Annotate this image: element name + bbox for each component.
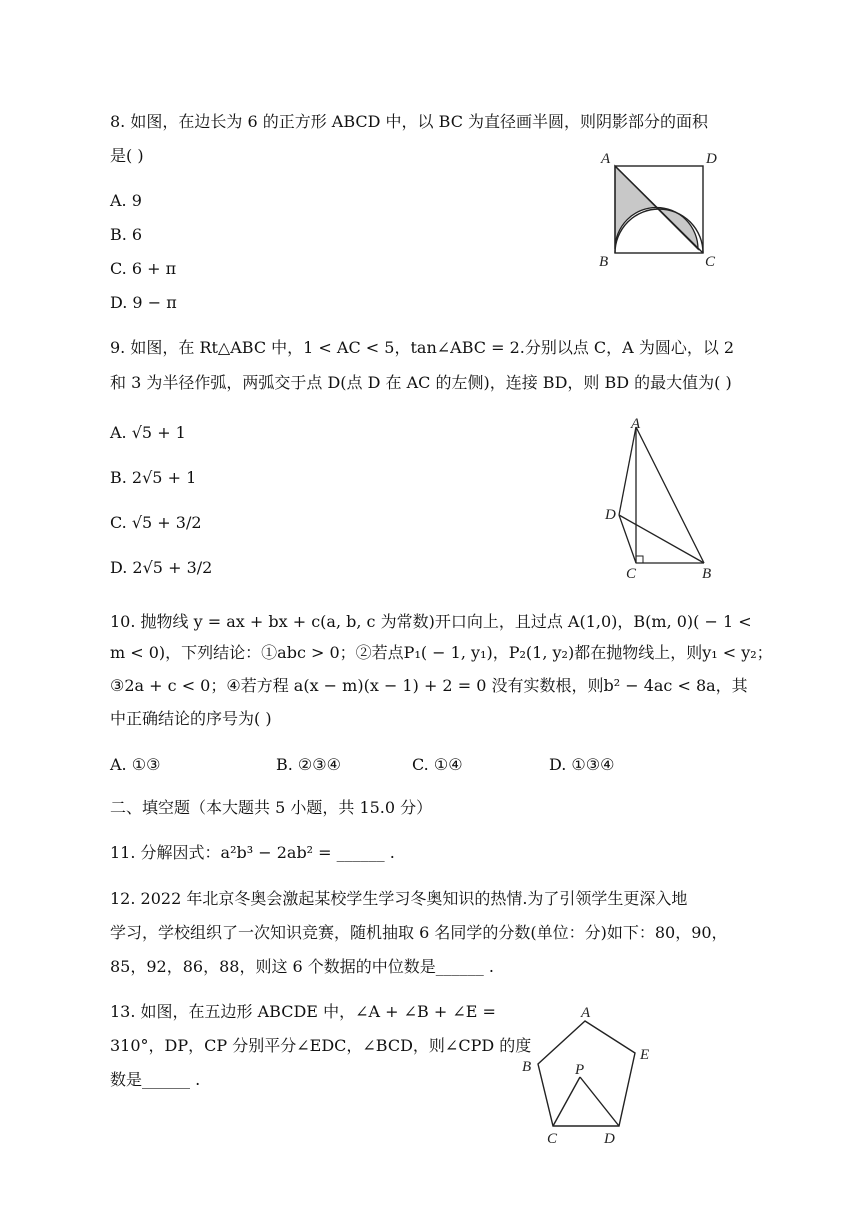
q9-triangle-figure <box>598 415 723 585</box>
q9-label-b: B <box>702 566 712 582</box>
q12-stem-line2: 学习，学校组织了一次知识竞赛，随机抽取 6 名同学的分数(单位：分)如下：80，90， <box>110 923 728 942</box>
q10-stem-line4: 中正确结论的序号为( ) <box>110 709 272 728</box>
q13-label-d: D <box>604 1131 615 1147</box>
q8-option-b: B. 6 <box>110 225 143 244</box>
q13-stem-line1: 13. 如图，在五边形 ABCDE 中，∠A + ∠B + ∠E = <box>110 1002 496 1021</box>
q12-stem-line3: 85，92，86，88，则这 6 个数据的中位数是______ . <box>110 957 494 976</box>
q13-label-a: A <box>581 1005 591 1021</box>
q8-option-a: A. 9 <box>110 191 142 210</box>
q11-stem: 11. 分解因式：a²b³ − 2ab² = ______ . <box>110 843 395 862</box>
q8-label-a: A <box>601 151 611 167</box>
q9-option-d: D. 2√5 + 3/2 <box>110 558 213 577</box>
q10-stem-line2: m < 0)，下列结论：①abc > 0；②若点P₁( − 1, y₁)，P₂(1, y₂)都在抛物线上，则y₁ < y₂； <box>110 643 773 662</box>
q9-label-c: C <box>626 566 637 582</box>
q8-label-b: B <box>599 254 609 270</box>
q8-label-d: D <box>706 151 717 167</box>
q13-label-c: C <box>547 1131 558 1147</box>
q10-option-c: C. ①④ <box>412 755 463 774</box>
q13-pentagon-figure <box>518 1000 668 1148</box>
section-heading-fill-blank: 二、填空题（本大题共 5 小题，共 15.0 分） <box>110 798 433 817</box>
q8-option-d: D. 9 − π <box>110 293 177 312</box>
q8-label-c: C <box>705 254 716 270</box>
q13-label-p: P <box>575 1062 585 1078</box>
q9-option-c: C. √5 + 3/2 <box>110 513 202 532</box>
q13-label-e: E <box>640 1047 650 1063</box>
q10-option-b: B. ②③④ <box>276 755 341 774</box>
q9-option-b: B. 2√5 + 1 <box>110 468 197 487</box>
q13-label-b: B <box>522 1059 532 1075</box>
q8-option-c: C. 6 + π <box>110 259 177 278</box>
q10-option-d: D. ①③④ <box>549 755 615 774</box>
q10-stem-line1: 10. 抛物线 y = ax + bx + c(a, b, c 为常数)开口向上，且过点 A(1,0)，B(m, 0)( − 1 < <box>110 612 752 631</box>
q8-stem-line2: 是( ) <box>110 146 144 165</box>
q13-stem-line2: 310°，DP，CP 分别平分∠EDC，∠BCD，则∠CPD 的度 <box>110 1036 532 1055</box>
q13-stem-line3: 数是______ . <box>110 1070 201 1089</box>
q8-stem-line1: 8. 如图，在边长为 6 的正方形 ABCD 中，以 BC 为直径画半圆，则阴影部分的面积 <box>110 112 709 131</box>
q9-label-d: D <box>605 507 616 523</box>
q12-stem-line1: 12. 2022 年北京冬奥会激起某校学生学习冬奥知识的热情.为了引领学生更深入地 <box>110 889 688 908</box>
q10-option-a: A. ①③ <box>110 755 161 774</box>
q9-stem-line2: 和 3 为半径作弧，两弧交于点 D(点 D 在 AC 的左侧)，连接 BD，则 BD 的最大值为( ) <box>110 373 732 392</box>
q9-stem-line1: 9. 如图，在 Rt△ABC 中，1 < AC < 5，tan∠ABC = 2.分别以点 C，A 为圆心，以 2 <box>110 338 735 357</box>
q8-square-figure <box>590 148 730 273</box>
q9-option-a: A. √5 + 1 <box>110 423 186 442</box>
q10-stem-line3: ③2a + c < 0；④若方程 a(x − m)(x − 1) + 2 = 0 没有实数根，则b² − 4ac < 8a，其 <box>110 676 748 695</box>
q9-label-a: A <box>631 416 641 432</box>
